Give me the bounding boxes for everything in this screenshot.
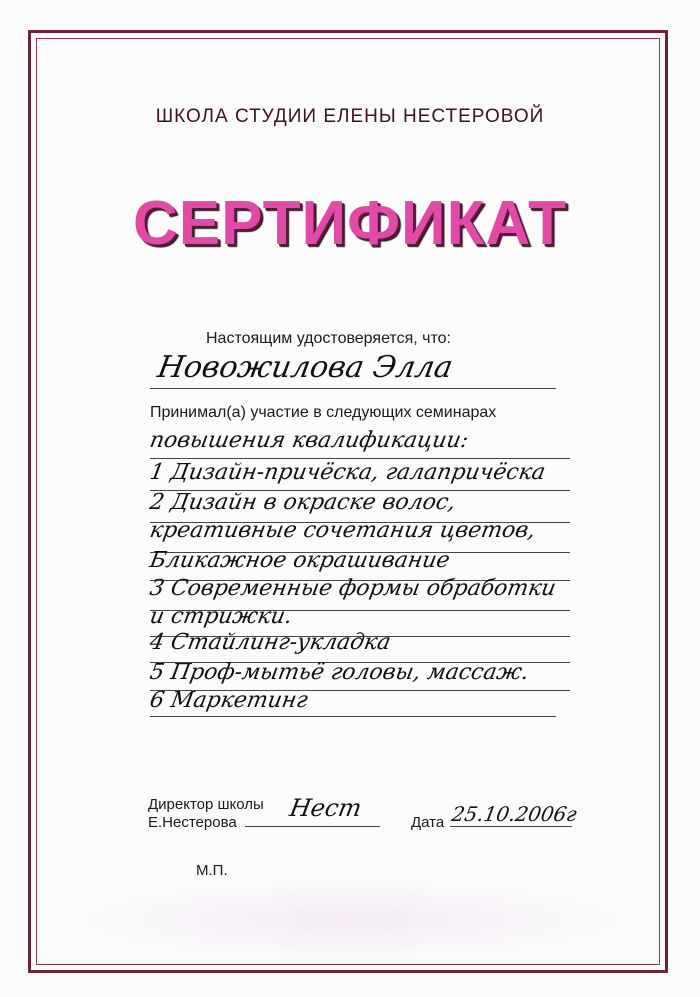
signature: Нест	[287, 794, 364, 822]
seminar-line: 5 Проф-мытьё головы, массаж.	[147, 660, 531, 685]
name-line	[150, 388, 556, 389]
seminar-line: 3 Современные формы обработки	[147, 576, 558, 601]
ruled-line	[150, 458, 570, 459]
seminar-line: 6 Маркетинг	[147, 688, 310, 713]
signature-line	[245, 826, 380, 827]
recipient-name: Новожилова Элла	[154, 350, 456, 385]
faint-stamp-area	[70, 880, 630, 960]
director-name: Е.Нестерова	[148, 814, 237, 831]
intro-text: Настоящим удостоверяется, что:	[206, 330, 451, 347]
stamp-label: М.П.	[196, 862, 228, 879]
date-label: Дата	[411, 814, 445, 831]
date-value: 25.10.2006г	[449, 802, 579, 826]
school-name: ШКОЛА СТУДИИ ЕЛЕНЫ НЕСТЕРОВОЙ	[155, 106, 545, 127]
seminar-line: 4 Стайлинг-укладка	[147, 630, 393, 655]
ruled-line	[150, 716, 556, 717]
seminar-line: и стрижки.	[147, 604, 295, 629]
participation-text: Принимал(а) участие в следующих семинарах	[150, 404, 497, 421]
seminar-line: 2 Дизайн в окраске волос,	[147, 490, 458, 515]
seminar-line: креативные сочетания цветов,	[147, 518, 538, 543]
director-label: Директор школы	[148, 796, 264, 813]
date-line	[450, 826, 572, 827]
certificate-title: СЕРТИФИКАТ	[133, 189, 567, 258]
seminar-line: повышения квалификации:	[147, 428, 471, 453]
seminar-line: Бликажное окрашивание	[147, 548, 452, 573]
seminar-line: 1 Дизайн-причёска, галапричёска	[147, 460, 548, 485]
